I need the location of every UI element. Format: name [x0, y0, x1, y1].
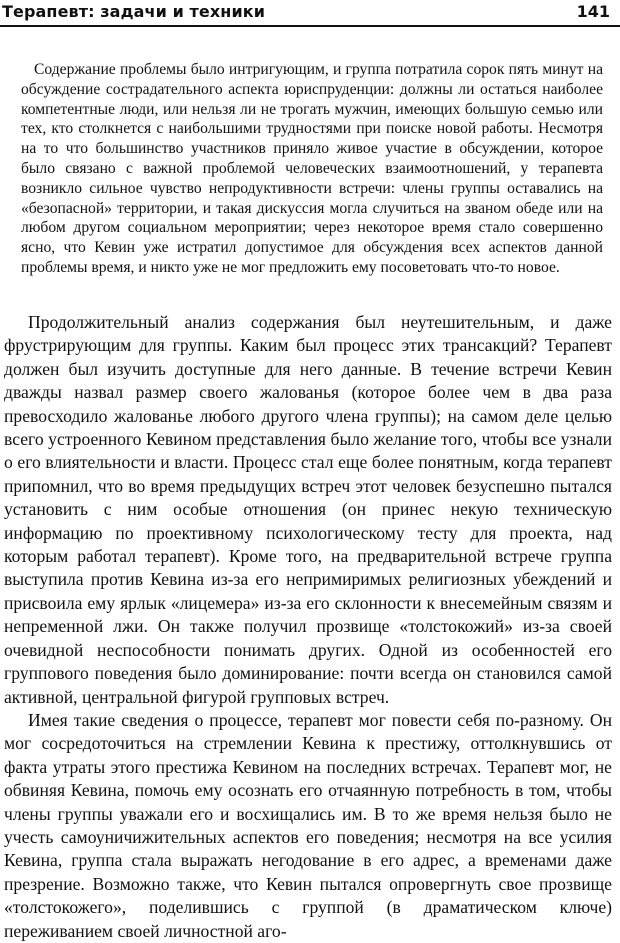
header-rule: [0, 25, 620, 27]
running-title: Терапевт: задачи и техники: [2, 2, 266, 21]
page-header: [0, 0, 620, 30]
main-text: [4, 311, 612, 943]
case-example-text: Содержание проблемы было интригующим, и группа потратила сорок пять минут на обсуждение сострадательного аспекта юриспруденции: должны ли остаться наиболее компетентные люди, или нельзя ли не трогать мужчин, имеющих большую семью или тех, кто столкнется с наибольшими трудностями при поиске новой работы. Несмотря на то что большинство участников приняло живое участие в обсуждении, которое было связано с важной проблемой человеческих взаимоотношений, у терапевта возникло сильное чувство непродуктивности встречи: члены группы оставались на «безопасной» территории, и такая дискуссия могла случиться на званом обеде или на любом другом социальном мероприятии; через некоторое время стало совершенно ясно, что Кевин уже истратил допустимое для обсуждения всех аспектов данной проблемы время, и никто уже не мог предложить ему посоветовать что-то новое.: [21, 61, 603, 276]
case-example-block: [21, 60, 603, 278]
paragraph-therapist-options: Имея такие сведения о процессе, терапевт мог повести себя по-разному. Он мог сосредоточиться на стремлении Кевина к престижу, оттолкнувшись от факта утраты этого престижа Кевином на последних встречах. Терапевт мог, не обвиняя Кевина, помочь ему осознать его отчаянную потребность в том, чтобы члены группы уважали его и восхищались им. В то же время нельзя было не учесть самоуничижительных аспектов его поведения; несмотря на все усилия Кевина, группа стала выражать негодование в его адрес, а временами даже презрение. Возможно также, что Кевин пытался опровергнуть свое прозвище «толстокожего», поделившись с группой (в драматическом ключе) переживанием своей личностной аго-: [4, 709, 612, 941]
page-number: 141: [576, 2, 610, 21]
paragraph-process-analysis: Продолжительный анализ содержания был неутешительным, и даже фрустрирующим для группы. Каким был процесс этих трансакций? Терапевт должен был изучить доступные для него данные. В течение встречи Кевин дважды назвал размер своего жалованья (которое более чем в два раза превосходило жалованье любого другого члена группы); на самом деле целью всего устроенного Кевином представления было желание того, чтобы все узнали о его влиятельности и власти. Процесс стал еще более понятным, когда терапевт припомнил, что во время предыдущих встреч этот человек безуспешно пытался установить с ним особые отношения (он принес некую техническую информацию по проективному психологическому тесту для проекта, над которым работал терапевт). Кроме того, на предварительной встрече группа выступила против Кевина из-за его непримиримых религиозных убеждений и присвоила ему ярлык «лицемера» из-за его склонности к внесемейным связям и непременной лжи. Он также получил прозвище «толстокожий» из-за своей очевидной неспособности понимать других. Одной из особенностей его группового поведения было доминирование: почти всегда он становился самой активной, центральной фигурой групповых встреч.: [4, 312, 612, 707]
